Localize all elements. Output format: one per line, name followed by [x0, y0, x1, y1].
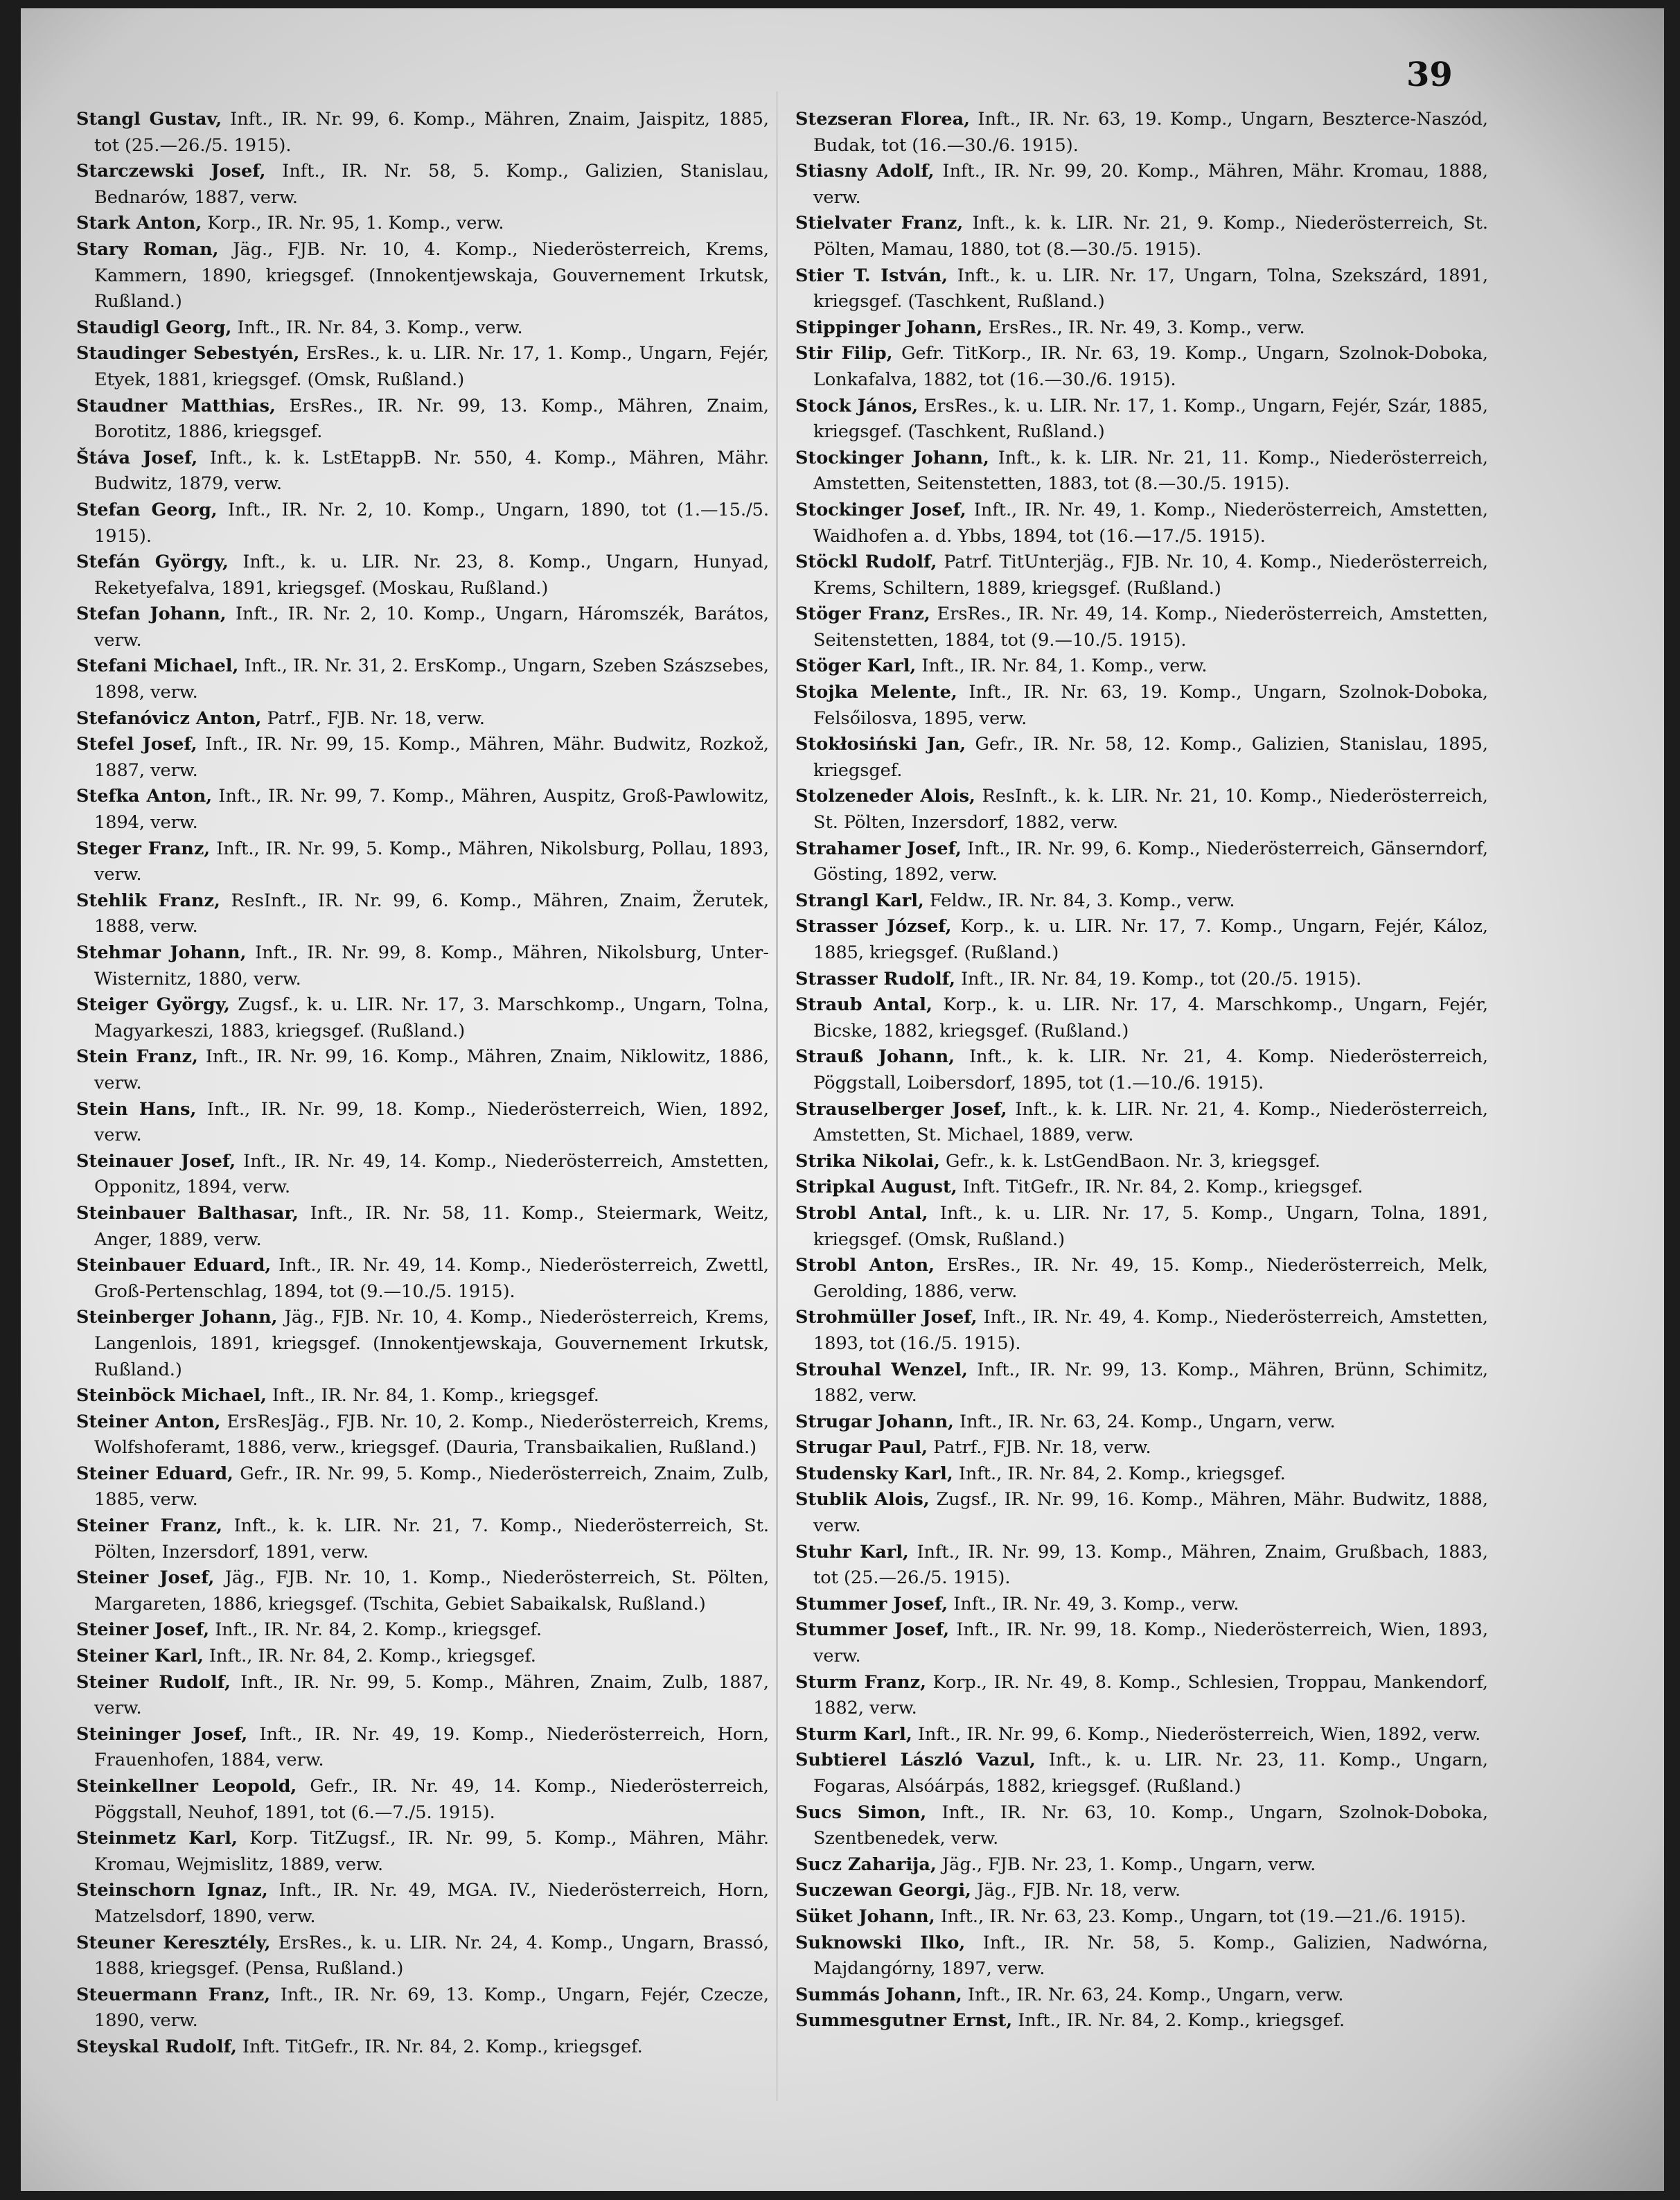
list-item	[795, 1617, 1488, 1669]
list-item	[76, 1201, 769, 1253]
entry-details: Jäg., FJB. Nr. 23, 1. Komp., Ungarn, verw.	[941, 1854, 1316, 1875]
entry-name: Strasser Rudolf,	[795, 968, 955, 989]
list-item	[795, 680, 1488, 732]
entry-name: Steinbauer Eduard,	[76, 1255, 272, 1276]
entry-name: Steiner Karl,	[76, 1646, 204, 1667]
list-item	[76, 732, 769, 784]
entry-name: Steinbauer Balthasar,	[76, 1202, 299, 1224]
entry-name: Starczewski Josef,	[76, 161, 266, 182]
list-item	[76, 1670, 769, 1722]
entry-name: Steiner Josef,	[76, 1567, 215, 1589]
entry-details: Korp., IR. Nr. 95, 1. Komp., verw.	[207, 213, 504, 234]
entry-details: Inft., k. k. LIR. Nr. 21, 4. Komp., Niederösterreich, Amstetten, St. Michael, 1889, verw.	[813, 1098, 1488, 1146]
list-item	[795, 653, 1488, 680]
list-item	[795, 1540, 1488, 1592]
entry-details: Jäg., FJB. Nr. 10, 1. Komp., Niederösterreich, St. Pölten, Margareten, 1886, kriegsgef. (Tschita, Gebiet Sabaikalsk, Rußland.)	[94, 1567, 769, 1614]
entry-details: ErsRes., IR. Nr. 49, 3. Komp., verw.	[988, 317, 1305, 338]
list-item	[76, 1930, 769, 1982]
list-item	[795, 341, 1488, 393]
entry-name: Steuner Keresztély,	[76, 1932, 271, 1953]
entry-name: Staudinger Sebestyén,	[76, 343, 300, 364]
entry-name: Steinauer Josef,	[76, 1150, 236, 1172]
list-item	[795, 498, 1488, 549]
list-item	[795, 1201, 1488, 1253]
entry-details: Inft., IR. Nr. 84, 2. Komp., kriegsgef.	[215, 1619, 542, 1641]
entry-name: Štáva Josef,	[76, 447, 198, 468]
list-item	[795, 992, 1488, 1044]
entry-details: Korp. TitZugsf., IR. Nr. 99, 5. Komp., Mähren, Mähr. Kromau, Wejmislitz, 1889, verw.	[94, 1828, 769, 1875]
entry-name: Stefani Michael,	[76, 655, 239, 677]
entry-name: Stockinger Josef,	[795, 499, 966, 520]
list-item	[795, 211, 1488, 263]
list-item	[795, 836, 1488, 888]
entry-details: Inft., IR. Nr. 84, 2. Komp., kriegsgef.	[958, 1463, 1286, 1484]
entry-details: Patrf., FJB. Nr. 18, verw.	[267, 707, 486, 729]
entry-name: Strasser József,	[795, 916, 952, 938]
entry-details: Inft., IR. Nr. 58, 5. Komp., Galizien, Stanislau, Bednarów, 1887, verw.	[94, 161, 770, 208]
entry-name: Sucs Simon,	[795, 1802, 927, 1823]
list-item	[76, 315, 769, 342]
entry-name: Stolzeneder Alois,	[795, 786, 975, 807]
list-item	[76, 1565, 769, 1617]
entry-name: Strahamer Josef,	[795, 838, 962, 859]
entry-name: Strangl Karl,	[795, 890, 924, 911]
entry-details: Inft., k. k. LstEtappB. Nr. 550, 4. Komp., Mähren, Mähr. Budwitz, 1879, verw.	[94, 447, 770, 495]
list-item	[795, 1461, 1488, 1488]
entry-details: Korp., k. u. LIR. Nr. 17, 7. Komp., Ungarn, Fejér, Káloz, 1885, kriegsgef. (Rußland.)	[813, 916, 1488, 963]
entry-name: Studensky Karl,	[795, 1463, 953, 1484]
entry-details: Inft., k. k. LIR. Nr. 21, 4. Komp. Niederösterreich, Pöggstall, Loibersdorf, 1895, tot (1.—10./6. 1915).	[813, 1046, 1488, 1093]
entry-details: Inft., IR. Nr. 99, 6. Komp., Mähren, Znaim, Jaispitz, 1885, tot (25.—26./5. 1915).	[94, 109, 769, 156]
entry-details: Inft., IR. Nr. 99, 18. Komp., Niederösterreich, Wien, 1893, verw.	[813, 1619, 1488, 1667]
list-item	[76, 888, 769, 940]
list-item	[795, 549, 1488, 601]
entry-details: Inft., IR. Nr. 84, 3. Komp., verw.	[237, 317, 523, 338]
entry-name: Stiasny Adolf,	[795, 161, 935, 182]
entry-name: Stein Franz,	[76, 1046, 198, 1068]
list-item	[795, 446, 1488, 498]
entry-name: Stokłosiński Jan,	[795, 734, 966, 755]
entry-details: Inft., IR. Nr. 49, 4. Komp., Niederösterreich, Amstetten, 1893, tot (16./5. 1915).	[813, 1307, 1488, 1354]
entry-name: Stefanóvicz Anton,	[76, 707, 262, 729]
left-column	[76, 107, 769, 2061]
entry-name: Sturm Karl,	[795, 1723, 912, 1745]
list-item	[76, 1149, 769, 1201]
entry-details: Inft., IR. Nr. 63, 19. Komp., Ungarn, Beszterce-Naszód, Budak, tot (16.—30./6. 1915).	[813, 109, 1489, 156]
list-item	[795, 1670, 1488, 1722]
list-item	[76, 1774, 769, 1826]
list-item	[795, 888, 1488, 915]
entry-name: Stezseran Florea,	[795, 109, 970, 130]
entry-name: Stangl Gustav,	[76, 109, 222, 130]
entry-name: Steinkellner Leopold,	[76, 1776, 297, 1797]
entry-name: Steiner Josef,	[76, 1619, 210, 1641]
entry-details: Jäg., FJB. Nr. 10, 4. Komp., Niederösterreich, Krems, Langenlois, 1891, kriegsgef. (Innokentjewskaja, Gouvernement Irkutsk, Rußland.)	[94, 1307, 770, 1380]
entry-details: ErsRes., k. u. LIR. Nr. 24, 4. Komp., Ungarn, Brassó, 1888, kriegsgef. (Pensa, Rußland.)	[94, 1932, 769, 1980]
entry-details: Inft., IR. Nr. 99, 18. Komp., Niederösterreich, Wien, 1892, verw.	[94, 1098, 769, 1146]
list-item	[76, 498, 769, 549]
entry-name: Steinschorn Ignaz,	[76, 1880, 268, 1901]
list-item	[795, 1357, 1488, 1409]
entry-name: Strugar Johann,	[795, 1411, 954, 1432]
entry-name: Süket Johann,	[795, 1906, 935, 1927]
list-item	[795, 784, 1488, 836]
entry-name: Steinberger Johann,	[76, 1307, 278, 1328]
entry-details: Inft., IR. Nr. 69, 13. Komp., Ungarn, Fejér, Czecze, 1890, verw.	[94, 1984, 769, 2032]
list-item	[76, 237, 769, 315]
entry-details: Gefr. TitKorp., IR. Nr. 63, 19. Komp., Ungarn, Szolnok-Doboka, Lonkafalva, 1882, tot (16.—30./6. 1915).	[813, 343, 1489, 390]
entry-name: Steiner Anton,	[76, 1411, 221, 1432]
entry-name: Strobl Antal,	[795, 1202, 928, 1224]
entry-details: Inft., IR. Nr. 99, 8. Komp., Mähren, Nikolsburg, Unter-Wisternitz, 1880, verw.	[94, 942, 769, 989]
entry-name: Strauß Johann,	[795, 1046, 955, 1068]
entry-name: Steinböck Michael,	[76, 1385, 267, 1407]
list-item	[795, 967, 1488, 993]
entry-name: Steiner Rudolf,	[76, 1671, 231, 1693]
entry-name: Strauselberger Josef,	[795, 1098, 1007, 1120]
entry-name: Suczewan Georgi,	[795, 1880, 971, 1901]
entry-details: ErsRes., IR. Nr. 99, 13. Komp., Mähren, Znaim, Borotitz, 1886, kriegsgef.	[94, 395, 769, 443]
entry-name: Stöckl Rudolf,	[795, 552, 937, 573]
entry-details: Inft., IR. Nr. 63, 19. Komp., Ungarn, Szolnok-Doboka, Felsőilosva, 1895, verw.	[813, 682, 1489, 729]
entry-details: ErsRes., IR. Nr. 49, 15. Komp., Niederösterreich, Melk, Gerolding, 1886, verw.	[813, 1255, 1489, 1302]
list-item	[795, 1149, 1488, 1175]
list-item	[795, 1748, 1488, 1799]
entry-details: Gefr., k. k. LstGendBaon. Nr. 3, kriegsgef.	[945, 1150, 1320, 1172]
entry-details: Inft. TitGefr., IR. Nr. 84, 2. Komp., kriegsgef.	[242, 2036, 643, 2057]
entry-name: Suknowski Ilko,	[795, 1932, 966, 1953]
list-item	[795, 394, 1488, 446]
entry-name: Stefan Georg,	[76, 499, 218, 520]
entry-details: Inft., IR. Nr. 49, 14. Komp., Niederösterreich, Amstetten, Opponitz, 1894, verw.	[94, 1150, 770, 1198]
entry-name: Stefán György,	[76, 552, 229, 573]
entry-details: Inft., k. u. LIR. Nr. 17, Ungarn, Tolna, Szekszárd, 1891, kriegsgef. (Taschkent, Rußland.)	[813, 265, 1488, 313]
entry-name: Sturm Franz,	[795, 1671, 926, 1693]
entry-details: Inft., k. u. LIR. Nr. 23, 8. Komp., Ungarn, Hunyad, Reketyefalva, 1891, kriegsgef. (Moskau, Rußland.)	[94, 552, 769, 599]
entry-details: Gefr., IR. Nr. 99, 5. Komp., Niederösterreich, Znaim, Zulb, 1885, verw.	[94, 1463, 769, 1511]
entry-details: Korp., k. u. LIR. Nr. 17, 4. Marschkomp., Ungarn, Fejér, Bicske, 1882, kriegsgef. (Rußland.)	[813, 994, 1488, 1041]
list-item	[76, 992, 769, 1044]
list-item	[76, 2034, 769, 2061]
list-item	[76, 211, 769, 237]
entry-name: Straub Antal,	[795, 994, 932, 1016]
entry-details: Inft., IR. Nr. 58, 5. Komp., Galizien, Nadwórna, Majdangórny, 1897, verw.	[813, 1932, 1489, 1980]
list-item	[795, 1174, 1488, 1201]
entry-details: ErsRes., IR. Nr. 49, 14. Komp., Niederösterreich, Amstetten, Seitenstetten, 1884, tot (9.—10./5. 1915).	[813, 604, 1488, 651]
entry-details: Zugsf., IR. Nr. 99, 16. Komp., Mähren, Mähr. Budwitz, 1888, verw.	[813, 1489, 1489, 1537]
entry-name: Steuermann Franz,	[76, 1984, 271, 2005]
list-item	[795, 1435, 1488, 1461]
list-item	[76, 446, 769, 498]
entry-name: Sucz Zaharija,	[795, 1854, 937, 1875]
entry-details: ErsRes., k. u. LIR. Nr. 17, 1. Komp., Ungarn, Fejér, Szár, 1885, kriegsgef. (Taschkent, Rußland.)	[813, 395, 1488, 443]
entry-details: Inft., k. k. LIR. Nr. 21, 7. Komp., Niederösterreich, St. Pölten, Inzersdorf, 1891, verw.	[94, 1515, 770, 1563]
entry-details: Inft., IR. Nr. 84, 19. Komp., tot (20./5. 1915).	[961, 968, 1362, 989]
entry-name: Stöger Karl,	[795, 655, 917, 677]
entry-name: Stummer Josef,	[795, 1619, 950, 1641]
entry-name: Strugar Paul,	[795, 1437, 928, 1459]
list-item	[795, 1982, 1488, 2009]
entry-details: Gefr., IR. Nr. 49, 14. Komp., Niederösterreich, Pöggstall, Neuhof, 1891, tot (6.—7./5. 1915).	[94, 1776, 769, 1823]
entry-details: Inft., IR. Nr. 99, 16. Komp., Mähren, Znaim, Niklowitz, 1886, verw.	[94, 1046, 769, 1093]
entry-name: Strobl Anton,	[795, 1255, 935, 1276]
entry-details: Inft., IR. Nr. 2, 10. Komp., Ungarn, 1890, tot (1.—15./5. 1915).	[94, 499, 770, 547]
list-item	[76, 706, 769, 732]
entry-details: ResInft., k. k. LIR. Nr. 21, 10. Komp., Niederösterreich, St. Pölten, Inzersdorf, 1882, verw.	[813, 786, 1488, 834]
list-item	[795, 2008, 1488, 2034]
list-item	[76, 940, 769, 992]
entry-details: Inft., IR. Nr. 99, 13. Komp., Mähren, Brünn, Schimitz, 1882, verw.	[813, 1359, 1488, 1407]
entry-name: Strika Nikolai,	[795, 1150, 940, 1172]
list-item	[795, 1592, 1488, 1618]
entry-name: Stripkal August,	[795, 1177, 957, 1198]
list-item	[76, 1982, 769, 2034]
list-item	[795, 732, 1488, 784]
list-item	[795, 1852, 1488, 1878]
list-item	[795, 1409, 1488, 1436]
entry-name: Subtierel László Vazul,	[795, 1750, 1036, 1771]
entry-details: Inft., IR. Nr. 63, 23. Komp., Ungarn, tot (19.—21./6. 1915).	[940, 1906, 1467, 1927]
list-item	[795, 1253, 1488, 1305]
entry-name: Strohmüller Josef,	[795, 1307, 978, 1328]
entry-details: ErsResJäg., FJB. Nr. 10, 2. Komp., Niederösterreich, Krems, Wolfshoferamt, 1886, verw., kriegsgef. (Dauria, Transbaikalien, Rußland.)	[94, 1411, 769, 1459]
list-item	[76, 341, 769, 393]
entry-name: Stark Anton,	[76, 213, 202, 234]
entry-details: Inft., IR. Nr. 84, 2. Komp., kriegsgef.	[1018, 2010, 1345, 2032]
list-item	[76, 107, 769, 159]
entry-name: Stehmar Johann,	[76, 942, 247, 963]
list-item	[795, 1722, 1488, 1748]
entry-name: Stary Roman,	[76, 238, 219, 260]
entry-name: Stefka Anton,	[76, 786, 213, 807]
entry-details: Inft., k. u. LIR. Nr. 23, 11. Komp., Ungarn, Fogaras, Alsóárpás, 1882, kriegsgef. (Rußland.)	[813, 1750, 1488, 1797]
entry-details: Zugsf., k. u. LIR. Nr. 17, 3. Marschkomp., Ungarn, Tolna, Magyarkeszi, 1883, kriegsgef. (Rußland.)	[94, 994, 769, 1041]
entry-details: Inft., IR. Nr. 99, 5. Komp., Mähren, Znaim, Zulb, 1887, verw.	[94, 1671, 769, 1719]
entry-details: Gefr., IR. Nr. 58, 12. Komp., Galizien, Stanislau, 1895, kriegsgef.	[813, 734, 1488, 781]
entry-details: Inft., IR. Nr. 2, 10. Komp., Ungarn, Háromszék, Barátos, verw.	[94, 604, 770, 651]
entry-details: Inft., IR. Nr. 99, 7. Komp., Mähren, Auspitz, Groß-Pawlowitz, 1894, verw.	[94, 786, 769, 834]
list-item	[76, 1305, 769, 1383]
entry-details: Inft., IR. Nr. 49, 19. Komp., Niederösterreich, Horn, Frauenhofen, 1884, verw.	[94, 1723, 769, 1771]
list-item	[795, 1305, 1488, 1357]
list-item	[76, 784, 769, 836]
list-item	[76, 394, 769, 446]
entry-details: Inft., IR. Nr. 63, 24. Komp., Ungarn, verw.	[967, 1984, 1344, 2005]
list-item	[76, 159, 769, 211]
entry-details: Inft., IR. Nr. 58, 11. Komp., Steiermark, Weitz, Anger, 1889, verw.	[94, 1202, 769, 1250]
list-item	[76, 1644, 769, 1670]
entry-name: Summesgutner Ernst,	[795, 2010, 1013, 2032]
entry-name: Strouhal Wenzel,	[795, 1359, 968, 1380]
entry-details: Inft., IR. Nr. 84, 1. Komp., kriegsgef.	[272, 1385, 599, 1407]
list-item	[76, 1722, 769, 1774]
entry-name: Stefan Johann,	[76, 604, 227, 625]
entry-details: Inft., IR. Nr. 63, 24. Komp., Ungarn, verw.	[960, 1411, 1336, 1432]
list-item	[795, 914, 1488, 966]
entry-details: Inft., IR. Nr. 49, MGA. IV., Niederösterreich, Horn, Matzelsdorf, 1890, verw.	[94, 1880, 770, 1927]
entry-name: Steger Franz,	[76, 838, 211, 859]
list-item	[795, 107, 1488, 159]
entry-name: Staudigl Georg,	[76, 317, 232, 338]
list-item	[795, 1800, 1488, 1852]
list-item	[76, 1617, 769, 1644]
list-item	[795, 263, 1488, 315]
list-item	[795, 1487, 1488, 1539]
list-item	[76, 653, 769, 705]
column-gutter	[776, 91, 778, 2101]
entry-details: Korp., IR. Nr. 49, 8. Komp., Schlesien, Troppau, Mankendorf, 1882, verw.	[813, 1671, 1489, 1719]
list-item	[76, 1826, 769, 1878]
right-column	[795, 107, 1488, 2034]
entry-details: Inft., IR. Nr. 84, 1. Komp., verw.	[921, 655, 1208, 677]
entry-name: Steiner Franz,	[76, 1515, 223, 1537]
list-item	[795, 1930, 1488, 1982]
entry-name: Stefel Josef,	[76, 734, 197, 755]
list-item	[76, 1409, 769, 1461]
list-item	[76, 1461, 769, 1513]
list-item	[795, 159, 1488, 211]
entry-details: Inft., IR. Nr. 84, 2. Komp., kriegsgef.	[209, 1646, 536, 1667]
entry-details: Inft., k. u. LIR. Nr. 17, 5. Komp., Ungarn, Tolna, 1891, kriegsgef. (Omsk, Rußland.)	[813, 1202, 1488, 1250]
list-item	[76, 1044, 769, 1096]
list-item	[76, 1513, 769, 1565]
entry-name: Summás Johann,	[795, 1984, 962, 2005]
entry-details: Inft., IR. Nr. 99, 6. Komp., Niederösterreich, Gänserndorf, Gösting, 1892, verw.	[813, 838, 1488, 886]
entry-details: Inft., IR. Nr. 99, 6. Komp., Niederösterreich, Wien, 1892, verw.	[917, 1723, 1481, 1745]
entry-details: Inft., IR. Nr. 63, 10. Komp., Ungarn, Szolnok-Doboka, Szentbenedek, verw.	[813, 1802, 1488, 1849]
entry-details: Inft., IR. Nr. 99, 13. Komp., Mähren, Znaim, Grußbach, 1883, tot (25.—26./5. 1915).	[813, 1541, 1488, 1589]
entry-details: Inft., IR. Nr. 49, 1. Komp., Niederösterreich, Amstetten, Waidhofen a. d. Ybbs, 1894, tot (16.—17./5. 1915).	[813, 499, 1489, 547]
entry-name: Stippinger Johann,	[795, 317, 983, 338]
entry-name: Stockinger Johann,	[795, 447, 989, 468]
list-item	[76, 1253, 769, 1305]
list-item	[795, 601, 1488, 653]
entry-name: Stehlik Franz,	[76, 890, 220, 911]
entry-name: Stublik Alois,	[795, 1489, 930, 1511]
entry-name: Steininger Josef,	[76, 1723, 248, 1745]
entry-details: Jäg., FJB. Nr. 10, 4. Komp., Niederösterreich, Krems, Kammern, 1890, kriegsgef. (Innokentjewskaja, Gouvernement Irkutsk, Rußland.)	[94, 238, 770, 313]
entry-name: Stielvater Franz,	[795, 213, 964, 234]
entry-details: Inft. TitGefr., IR. Nr. 84, 2. Komp., kriegsgef.	[962, 1177, 1363, 1198]
entry-name: Steiger György,	[76, 994, 230, 1016]
entry-details: Inft., IR. Nr. 49, 3. Komp., verw.	[953, 1593, 1239, 1614]
entry-name: Stir Filip,	[795, 343, 893, 364]
entry-name: Stier T. István,	[795, 265, 948, 286]
entry-name: Steiner Eduard,	[76, 1463, 233, 1484]
entry-details: Inft., IR. Nr. 49, 14. Komp., Niederösterreich, Zwettl, Groß-Pertenschlag, 1894, tot (9.—10./5. 1915).	[94, 1255, 770, 1302]
entry-details: Jäg., FJB. Nr. 18, verw.	[977, 1880, 1181, 1901]
entry-details: ErsRes., k. u. LIR. Nr. 17, 1. Komp., Ungarn, Fejér, Etyek, 1881, kriegsgef. (Omsk, Rußland.)	[94, 343, 769, 390]
entry-name: Stock János,	[795, 395, 919, 416]
list-item	[76, 1097, 769, 1149]
entry-name: Steinmetz Karl,	[76, 1828, 238, 1849]
entry-name: Staudner Matthias,	[76, 395, 276, 416]
entry-details: Inft., IR. Nr. 31, 2. ErsKomp., Ungarn, Szeben Szászsebes, 1898, verw.	[94, 655, 770, 703]
entry-name: Stojka Melente,	[795, 682, 957, 703]
list-item	[795, 1904, 1488, 1930]
entry-name: Stuhr Karl,	[795, 1541, 909, 1563]
list-item	[76, 549, 769, 601]
entry-details: Patrf. TitUnterjäg., FJB. Nr. 10, 4. Komp., Niederösterreich, Krems, Schiltern, 1889, kriegsgef. (Rußland.)	[813, 552, 1488, 599]
entry-name: Stöger Franz,	[795, 604, 930, 625]
entry-details: ResInft., IR. Nr. 99, 6. Komp., Mähren, Znaim, Žerutek, 1888, verw.	[94, 890, 770, 938]
entry-details: Feldw., IR. Nr. 84, 3. Komp., verw.	[929, 890, 1235, 911]
entry-details: Inft., IR. Nr. 99, 5. Komp., Mähren, Nikolsburg, Pollau, 1893, verw.	[94, 838, 769, 886]
entry-details: Patrf., FJB. Nr. 18, verw.	[933, 1437, 1151, 1459]
list-item	[76, 1878, 769, 1930]
list-item	[795, 1044, 1488, 1096]
list-item	[795, 315, 1488, 342]
entry-details: Inft., k. k. LIR. Nr. 21, 9. Komp., Niederösterreich, St. Pölten, Mamau, 1880, tot (8.—30./5. 1915).	[813, 213, 1488, 260]
list-item	[76, 836, 769, 888]
list-item	[76, 1383, 769, 1409]
page-number: 39	[1406, 55, 1453, 94]
entry-details: Inft., k. k. LIR. Nr. 21, 11. Komp., Niederösterreich, Amstetten, Seitenstetten, 1883, tot (8.—30./5. 1915).	[813, 447, 1488, 495]
list-item	[76, 601, 769, 653]
entry-details: Inft., IR. Nr. 99, 20. Komp., Mähren, Mähr. Kromau, 1888, verw.	[813, 161, 1488, 208]
entry-name: Stein Hans,	[76, 1098, 197, 1120]
scanned-page	[21, 8, 1664, 2191]
list-item	[795, 1097, 1488, 1149]
entry-name: Steyskal Rudolf,	[76, 2036, 237, 2057]
entry-name: Stummer Josef,	[795, 1593, 948, 1614]
entry-details: Inft., IR. Nr. 99, 15. Komp., Mähren, Mähr. Budwitz, Rozkož, 1887, verw.	[94, 734, 769, 781]
list-item	[795, 1878, 1488, 1904]
